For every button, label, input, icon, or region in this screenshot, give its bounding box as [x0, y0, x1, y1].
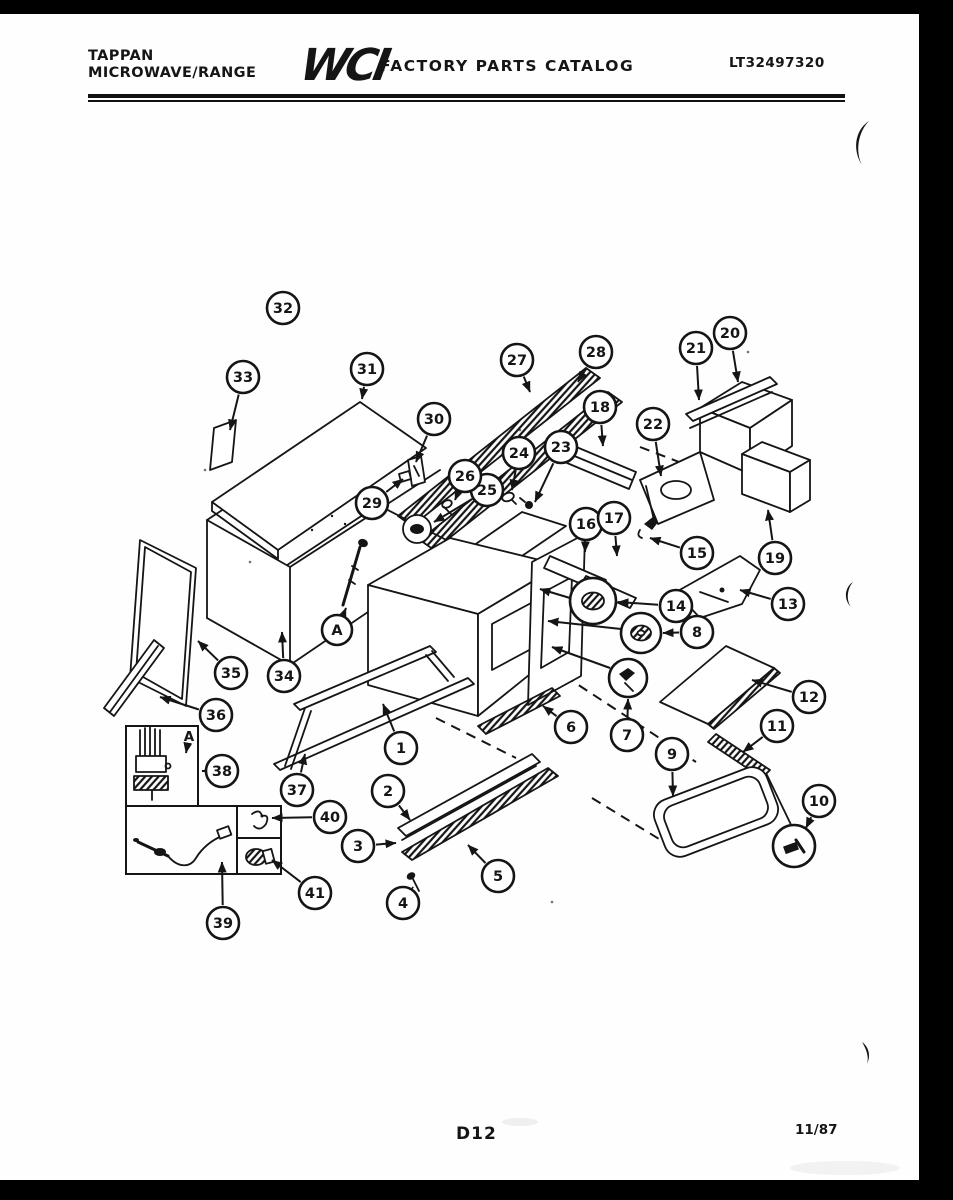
callout-10-leader — [806, 817, 811, 828]
callout-10-number: 10 — [808, 794, 830, 811]
callout-13 — [740, 588, 804, 620]
callout-18 — [584, 391, 616, 446]
callout-34-number: 34 — [273, 669, 295, 686]
callout-39-leader — [222, 862, 223, 905]
callout-36-number: 36 — [205, 708, 227, 725]
part-nut-detail — [570, 578, 616, 624]
part-grommet — [403, 515, 431, 543]
callout-7-leader — [627, 699, 628, 717]
callout-26-leader — [455, 493, 458, 500]
part-bracket-detail — [773, 825, 815, 867]
brand-line2: MICROWAVE/RANGE — [88, 65, 257, 81]
callout-2-number: 2 — [382, 784, 394, 801]
callout-2 — [372, 775, 410, 820]
callout-21-leader — [697, 366, 699, 400]
callout-9 — [656, 738, 688, 796]
callout-6-number: 6 — [565, 720, 577, 737]
wci-logo: WCI — [296, 40, 391, 91]
callout-27 — [501, 344, 533, 392]
callout-9-number: 9 — [666, 747, 678, 764]
callout-19-leader — [768, 510, 772, 540]
callout-40-number: 40 — [319, 810, 341, 827]
callout-18-number: 18 — [589, 400, 611, 417]
part-screw-detail — [609, 659, 647, 697]
part-base-panel — [660, 646, 780, 729]
callout-26-number: 26 — [454, 469, 476, 486]
callout-15-number: 15 — [686, 546, 708, 563]
callout-39-number: 39 — [212, 916, 234, 933]
callout-7-number: 7 — [621, 728, 633, 745]
callout-5 — [468, 845, 514, 892]
catalog-title: FACTORY PARTS CATALOG — [380, 57, 635, 75]
callout-6 — [543, 706, 587, 743]
callout-40 — [272, 801, 346, 833]
callout-32-number: 32 — [272, 301, 294, 318]
callout-41-leader — [272, 860, 301, 882]
callout-40-leader — [272, 817, 312, 818]
callout-7 — [611, 699, 643, 751]
callout-19 — [759, 510, 791, 574]
callout-2-leader — [399, 805, 410, 820]
callout-19-number: 19 — [764, 551, 786, 568]
document-number: LT32497320 — [729, 55, 825, 71]
callout-A — [184, 729, 195, 753]
part-interlock-switch — [134, 727, 171, 800]
callout-6-leader — [543, 706, 557, 716]
callout-5-leader — [468, 845, 485, 863]
callout-41 — [272, 860, 331, 909]
callout-17-number: 17 — [603, 511, 625, 528]
callout-17 — [598, 502, 630, 556]
callout-11-leader — [743, 737, 763, 752]
callout-4 — [387, 887, 419, 919]
callout-A-number: A — [331, 623, 343, 640]
callout-14-number: 14 — [665, 599, 687, 616]
callout-20 — [714, 317, 746, 382]
callout-28-number: 28 — [585, 345, 607, 362]
callout-3-number: 3 — [352, 839, 364, 856]
callout-12-number: 12 — [798, 690, 820, 707]
callout-18-leader — [601, 425, 603, 446]
callout-32 — [267, 292, 299, 324]
callout-29-leader — [386, 479, 403, 492]
callout-15-leader — [650, 538, 680, 548]
part-gusset-bracket — [640, 452, 714, 524]
part-small-plate — [210, 420, 236, 470]
callout-A-leader — [186, 746, 187, 753]
inset-detail-boxes — [126, 726, 281, 874]
callout-17-leader — [615, 536, 617, 556]
callout-15 — [650, 537, 713, 569]
callout-10 — [803, 785, 835, 828]
callout-4-number: 4 — [397, 896, 409, 913]
callout-9-leader — [672, 772, 673, 796]
callout-3-leader — [376, 843, 396, 845]
callout-38-number: 38 — [211, 764, 233, 781]
callout-33 — [227, 361, 259, 430]
callout-33-number: 33 — [232, 370, 254, 387]
callout-27-number: 27 — [506, 353, 528, 370]
callout-21 — [680, 332, 712, 400]
part-washer-detail — [621, 613, 661, 653]
callout-8-number: 8 — [691, 625, 703, 642]
callout-11 — [743, 710, 793, 752]
callout-34-leader — [282, 632, 283, 658]
callout-31-number: 31 — [356, 362, 378, 379]
part-sensor-harness — [133, 826, 231, 865]
callout-30 — [416, 403, 450, 462]
page-code: D12 — [456, 1124, 497, 1144]
part-stud-23 — [520, 498, 533, 509]
callout-35 — [198, 641, 247, 689]
callout-3 — [342, 830, 396, 862]
callout-41-number: 41 — [304, 886, 326, 903]
callout-35-leader — [198, 641, 218, 660]
brand-line1: TAPPAN — [88, 48, 154, 64]
callout-31-leader — [362, 387, 364, 399]
callout-16-number: 16 — [575, 517, 597, 534]
callout-35-number: 35 — [220, 666, 242, 683]
callout-23-number: 23 — [550, 440, 572, 457]
callout-38 — [202, 755, 238, 787]
part-glass-tray — [649, 762, 783, 861]
callout-29-number: 29 — [361, 496, 383, 513]
callout-24-number: 24 — [508, 446, 530, 463]
callout-27-leader — [524, 377, 530, 392]
callout-25-number: 25 — [476, 483, 498, 500]
callout-A-number: A — [183, 728, 195, 745]
date-code: 11/87 — [795, 1122, 838, 1138]
callout-1-number: 1 — [395, 741, 407, 758]
callout-31 — [351, 353, 383, 399]
callout-11-number: 11 — [766, 719, 788, 736]
part-bulb-knob — [246, 849, 275, 865]
callout-13-number: 13 — [777, 597, 799, 614]
callout-22-number: 22 — [642, 417, 664, 434]
callout-22 — [637, 408, 669, 476]
callout-21-number: 21 — [685, 341, 707, 358]
callout-5-number: 5 — [492, 869, 504, 886]
callout-37-number: 37 — [286, 783, 308, 800]
part-retainer-clip — [252, 811, 267, 828]
callout-20-leader — [733, 351, 738, 382]
callout-20-number: 20 — [719, 326, 741, 343]
callout-30-number: 30 — [423, 412, 445, 429]
